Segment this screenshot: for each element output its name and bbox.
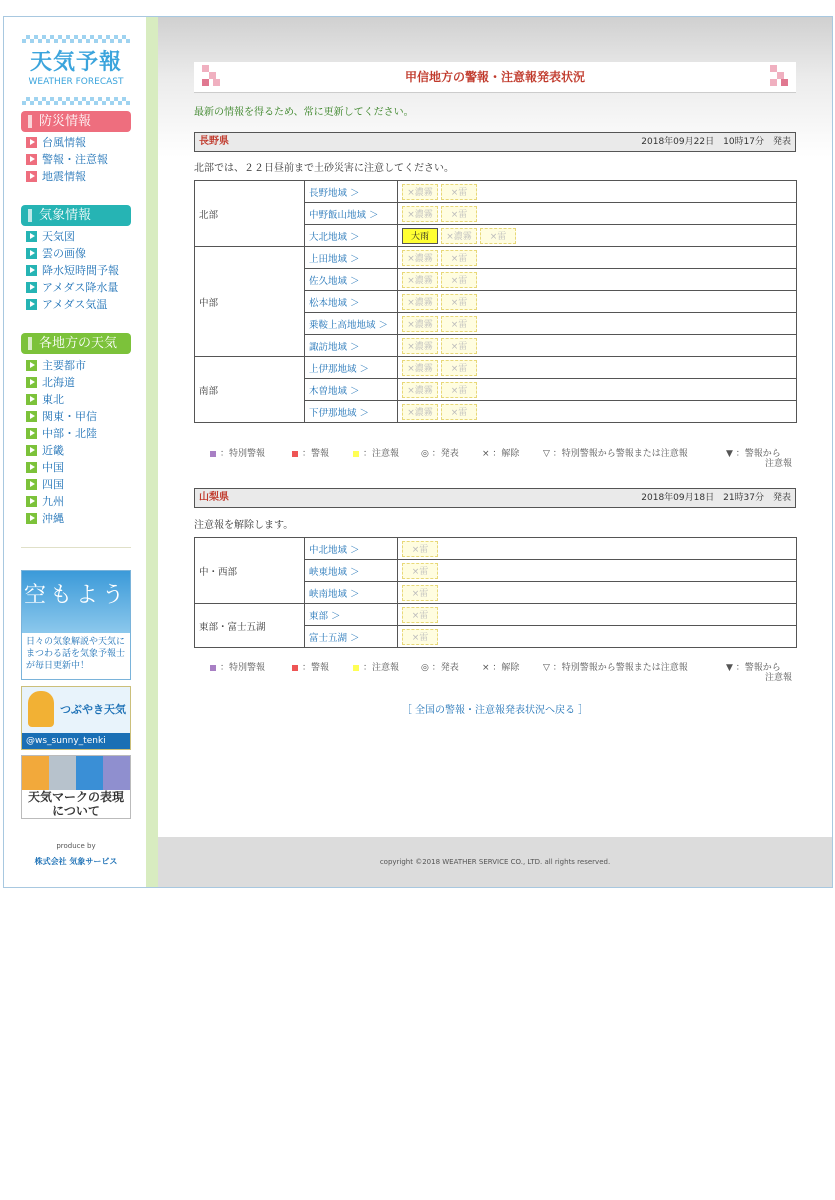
nav-item-weather-map[interactable]: 天気図: [26, 228, 119, 245]
section-head-regions: 各地方の天気: [21, 333, 131, 354]
cleared-warning-badge: ×雷: [402, 629, 438, 645]
cleared-warning-badge: ×濃霧: [402, 184, 438, 200]
nav-item-region[interactable]: 北海道: [26, 374, 97, 391]
nav-item-region[interactable]: 近畿: [26, 442, 97, 459]
arrow-right-icon: [26, 377, 37, 388]
snowman-icon: [103, 756, 130, 790]
legend-text: ◎ ：発表: [421, 449, 459, 459]
sidebar: [4, 17, 146, 887]
nav-item-region[interactable]: 主要都市: [26, 357, 97, 374]
cleared-warning-badge: ×雷: [441, 206, 477, 222]
cleared-warning-badge: ×濃霧: [402, 338, 438, 354]
banner-mark-text: 天気マークの表現について: [27, 790, 124, 818]
arrow-right-icon: [26, 137, 37, 148]
nav-item-region[interactable]: 東北: [26, 391, 97, 408]
arrow-right-icon: [26, 248, 37, 259]
cleared-warning-badge: ×濃霧: [402, 250, 438, 266]
section-head-weather-info: 気象情報: [21, 205, 131, 226]
legend-text: ：注意報: [363, 663, 400, 673]
copyright-text: copyright ©2018 WEATHER SERVICE CO., LTD. all rights reserved.: [379, 858, 611, 866]
area-link[interactable]: 佐久地域 ＞: [305, 269, 398, 291]
cleared-warning-badge: ×雷: [402, 585, 438, 601]
umbrella-icon: [76, 756, 103, 790]
cleared-warning-badge: ×濃霧: [441, 228, 477, 244]
arrow-right-icon: [26, 231, 37, 242]
arrow-right-icon: [26, 394, 37, 405]
cleared-warning-badge: ×濃霧: [402, 272, 438, 288]
area-link[interactable]: 松本地域 ＞: [305, 291, 398, 313]
cleared-warning-badge: ×雷: [480, 228, 516, 244]
area-link[interactable]: 中野飯山地域 ＞: [305, 203, 398, 225]
logo-subtitle: WEATHER FORECAST: [28, 77, 124, 87]
legend-warning: [292, 449, 329, 459]
legend-text: ▼ ：警報から: [726, 449, 781, 459]
area-link[interactable]: 峡東地域 ＞: [305, 560, 398, 582]
legend-issued: [421, 663, 459, 673]
nav-item-typhoon[interactable]: 台風情報: [26, 134, 108, 151]
legend-cleared: [482, 663, 519, 673]
weather-icons: [22, 756, 130, 790]
mascot-icon: [28, 691, 54, 727]
prefecture-message: 注意報を解除します。: [194, 520, 294, 531]
title-decoration-right: [770, 65, 788, 89]
cleared-warning-badge: ×雷: [441, 338, 477, 354]
area-link[interactable]: 上伊那地域 ＞: [305, 357, 398, 379]
cleared-warning-badge: ×雷: [441, 294, 477, 310]
legend-swatch: [292, 451, 298, 457]
prefecture-name: 長野県: [199, 136, 229, 147]
legend-text: ▼ ：警報から: [726, 663, 781, 673]
arrow-right-icon: [26, 411, 37, 422]
cleared-warning-badge: ×雷: [441, 250, 477, 266]
page-frame: [3, 16, 833, 888]
legend-special-warning: [210, 663, 265, 673]
arrow-right-icon: [26, 299, 37, 310]
arrow-right-icon: [26, 479, 37, 490]
arrow-right-icon: [26, 445, 37, 456]
nav-list-disaster: [26, 134, 108, 185]
nav-list-weather-info: [26, 228, 119, 313]
table-row: [195, 181, 797, 203]
back-to-national-link[interactable]: ［ 全国の警報・注意報発表状況へ戻る ］: [401, 705, 589, 716]
arrow-right-icon: [26, 513, 37, 524]
logo-checker-bottom: [22, 97, 130, 105]
produce-by-label: produce by: [56, 842, 96, 850]
arrow-right-icon: [26, 265, 37, 276]
nav-list-regions: [26, 357, 97, 527]
prefecture-header-yamanashi: [194, 488, 796, 508]
area-link[interactable]: 乗鞍上高地地域 ＞: [305, 313, 398, 335]
region-label: 東部・富士五湖: [195, 604, 305, 648]
banner-sora-text: 日々の気象解説や天気にまつわる話を気象予報士が毎日更新中！: [26, 637, 126, 671]
legend-text: ◎ ：発表: [421, 663, 459, 673]
cleared-warning-badge: ×雷: [441, 404, 477, 420]
legend-downgrade-special: [543, 449, 688, 459]
area-link[interactable]: 上田地域 ＞: [305, 247, 398, 269]
table-row: [195, 604, 797, 626]
arrow-right-icon: [26, 496, 37, 507]
prefecture-name: 山梨県: [199, 492, 229, 503]
prefecture-message: 北部では、２２日昼前まで土砂災害に注意してください。: [194, 163, 454, 174]
warning-cells: [398, 335, 797, 357]
legend-issued: [421, 449, 459, 459]
cleared-warning-badge: ×雷: [441, 360, 477, 376]
sidebar-divider: [21, 547, 131, 548]
warning-cells: [398, 538, 797, 560]
table-row: [195, 247, 797, 269]
area-link[interactable]: 富士五湖 ＞: [305, 626, 398, 648]
warning-cells: [398, 313, 797, 335]
warning-cells: [398, 560, 797, 582]
legend-advisory: [353, 663, 399, 673]
area-link[interactable]: 木曽地域 ＞: [305, 379, 398, 401]
legend-advisory: [353, 449, 399, 459]
legend-special-warning: [210, 449, 265, 459]
active-advisory-badge: 大雨: [402, 228, 438, 244]
issue-datetime: 2018年09月18日 21時37分 発表: [641, 493, 791, 503]
legend-text: × ：解除: [482, 663, 520, 673]
cleared-warning-badge: ×雷: [402, 607, 438, 623]
legend-text: × ：解除: [482, 449, 520, 459]
main-content: [158, 17, 832, 887]
cleared-warning-badge: ×雷: [441, 382, 477, 398]
region-label: 中部: [195, 247, 305, 357]
cleared-warning-badge: ×濃霧: [402, 316, 438, 332]
warning-cells: [398, 357, 797, 379]
cleared-warning-badge: ×濃霧: [402, 360, 438, 376]
cleared-warning-badge: ×濃霧: [402, 382, 438, 398]
sun-icon: [22, 756, 49, 790]
warning-cells: [398, 626, 797, 648]
prefecture-header-nagano: [194, 132, 796, 152]
nav-item-region[interactable]: 中部・北陸: [26, 425, 97, 442]
warning-table-yamanashi: [194, 537, 797, 648]
section-head-disaster: 防災情報: [21, 111, 131, 132]
warning-cells: [398, 604, 797, 626]
area-link[interactable]: 諏訪地域 ＞: [305, 335, 398, 357]
warning-cells: [398, 401, 797, 423]
nav-item-region[interactable]: 中国: [26, 459, 97, 476]
arrow-right-icon: [26, 462, 37, 473]
warning-cells: [398, 379, 797, 401]
legend-text: ：注意報: [363, 449, 400, 459]
nav-item-earthquake[interactable]: 地震情報: [26, 168, 108, 185]
banner-tsubuyaki[interactable]: [21, 686, 131, 750]
logo-title: 天気予報: [29, 50, 122, 75]
area-link[interactable]: 長野地域 ＞: [305, 181, 398, 203]
producer-credit: [21, 842, 131, 867]
banner-sora-moyou[interactable]: [21, 570, 131, 680]
title-bar: [194, 62, 796, 93]
nav-item-warnings[interactable]: 警報・注意報: [26, 151, 108, 168]
cloud-icon: [49, 756, 76, 790]
legend-downgrade-warning-cont: 注意報: [764, 673, 792, 683]
cleared-warning-badge: ×雷: [402, 541, 438, 557]
arrow-right-icon: [26, 171, 37, 182]
update-notice: 最新の情報を得るため、常に更新してください。: [194, 107, 414, 118]
area-link[interactable]: 峡南地域 ＞: [305, 582, 398, 604]
logo-checker-top: [22, 35, 130, 43]
cleared-warning-badge: ×濃霧: [402, 404, 438, 420]
legend-downgrade-warning: [726, 449, 781, 459]
area-link[interactable]: 東部 ＞: [305, 604, 398, 626]
banner-sora-title: 空もよう: [22, 571, 130, 633]
table-row: [195, 357, 797, 379]
nav-item-region[interactable]: 九州: [26, 493, 97, 510]
legend-downgrade-special: [543, 663, 688, 673]
twitter-handle: @ws_sunny_tenki: [22, 733, 130, 749]
arrow-right-icon: [26, 282, 37, 293]
banner-weather-mark[interactable]: [21, 755, 131, 819]
legend-warning: [292, 663, 329, 673]
page-title: 甲信地方の警報・注意報発表状況: [404, 70, 585, 84]
legend-cleared: [482, 449, 519, 459]
legend-swatch: [353, 665, 359, 671]
arrow-right-icon: [26, 360, 37, 371]
area-link[interactable]: 下伊那地域 ＞: [305, 401, 398, 423]
warning-table-nagano: [194, 180, 797, 423]
legend-downgrade-warning-cont: 注意報: [764, 459, 792, 469]
cleared-warning-badge: ×雷: [402, 563, 438, 579]
nav-item-precip-forecast[interactable]: 降水短時間予報: [26, 262, 119, 279]
nav-item-amedas-temp[interactable]: アメダス気温: [26, 296, 119, 313]
legend-text: ：警報: [302, 663, 330, 673]
cleared-warning-badge: ×雷: [441, 316, 477, 332]
nav-item-region[interactable]: 四国: [26, 476, 97, 493]
region-label: 中・西部: [195, 538, 305, 604]
arrow-right-icon: [26, 428, 37, 439]
cleared-warning-badge: ×雷: [441, 184, 477, 200]
footer: [158, 837, 832, 887]
cleared-warning-badge: ×雷: [441, 272, 477, 288]
issue-datetime: 2018年09月22日 10時17分 発表: [641, 137, 791, 147]
warning-cells: [398, 225, 797, 247]
legend-swatch: [210, 451, 216, 457]
legend-text: ：特別警報: [220, 663, 266, 673]
banner-tsubuyaki-title: つぶやき天気: [60, 703, 126, 716]
site-logo[interactable]: [22, 35, 130, 105]
legend-text: ：警報: [302, 449, 330, 459]
table-row: [195, 538, 797, 560]
cleared-warning-badge: ×濃霧: [402, 294, 438, 310]
warning-cells: [398, 247, 797, 269]
warning-cells: [398, 269, 797, 291]
sidebar-stripe: [146, 17, 158, 887]
nav-item-cloud-image[interactable]: 雲の画像: [26, 245, 119, 262]
arrow-right-icon: [26, 154, 37, 165]
warning-cells: [398, 203, 797, 225]
cleared-warning-badge: ×濃霧: [402, 206, 438, 222]
legend-text: ：特別警報: [220, 449, 266, 459]
legend-text: ▽ ：特別警報から警報または注意報: [543, 449, 688, 459]
region-label: 南部: [195, 357, 305, 423]
legend-swatch: [353, 451, 359, 457]
area-link[interactable]: 中北地域 ＞: [305, 538, 398, 560]
legend-downgrade-warning: [726, 663, 781, 673]
legend-swatch: [292, 665, 298, 671]
legend-text: ▽ ：特別警報から警報または注意報: [543, 663, 688, 673]
warning-cells: [398, 181, 797, 203]
company-logo[interactable]: 株式会社 気象サービス: [34, 857, 118, 866]
legend-swatch: [210, 665, 216, 671]
warning-cells: [398, 291, 797, 313]
warning-cells: [398, 582, 797, 604]
nav-item-region[interactable]: 関東・甲信: [26, 408, 97, 425]
nav-item-region[interactable]: 沖縄: [26, 510, 97, 527]
area-link[interactable]: 大北地域 ＞: [305, 225, 398, 247]
region-label: 北部: [195, 181, 305, 247]
nav-item-amedas-precip[interactable]: アメダス降水量: [26, 279, 119, 296]
